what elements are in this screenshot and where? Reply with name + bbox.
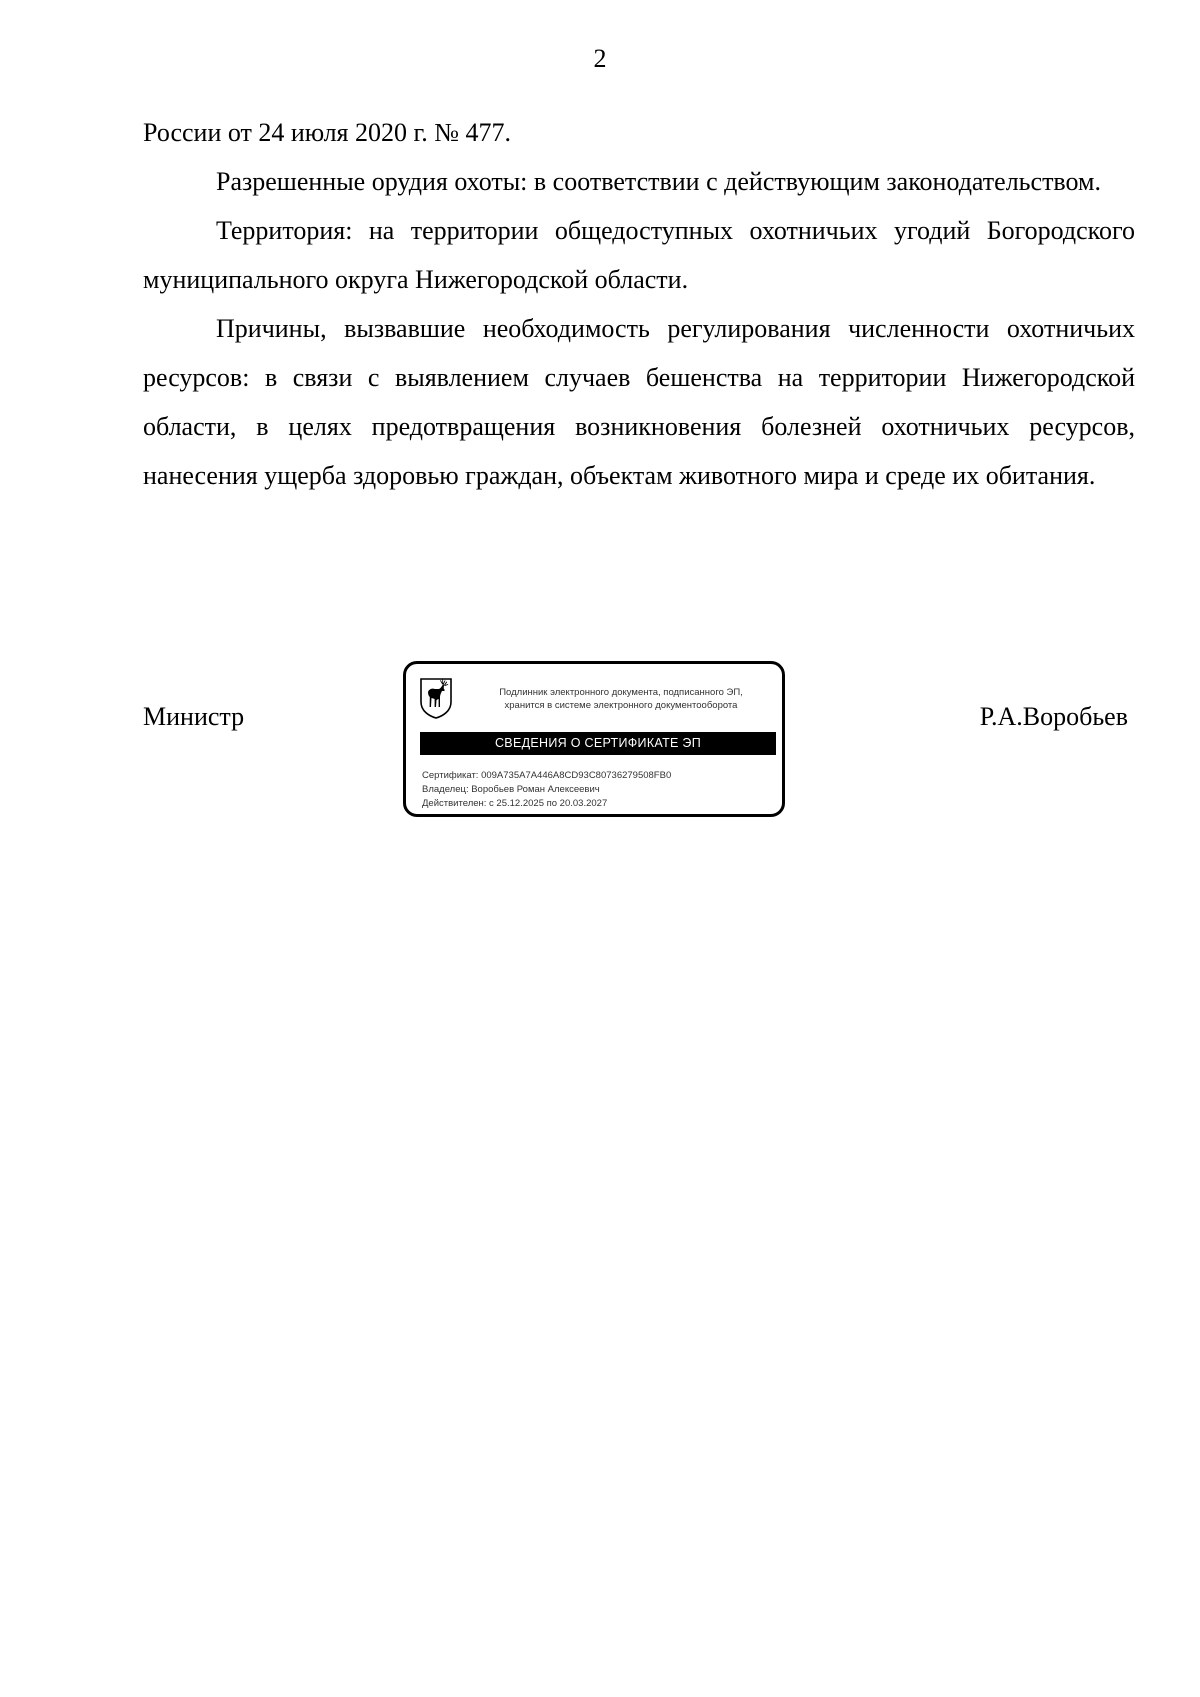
paragraph-reasons: Причины, вызвавшие необходимость регулирования численности охотничьих ресурсов: в связи с выявлением случаев бешенства на территории Нижегородской области, в целях предотвращения возникновения болезней охотничьих ресурсов, нанесения ущерба здоровью граждан, объектам животного мира и среде их обитания. bbox=[143, 314, 1135, 490]
document-body bbox=[143, 108, 1135, 500]
stamp-header: СВЕДЕНИЯ О СЕРТИФИКАТЕ ЭП bbox=[420, 732, 776, 755]
certificate-owner: Владелец: Воробьев Роман Алексеевич bbox=[422, 784, 600, 795]
signer-title: Министр bbox=[143, 702, 245, 731]
certificate-number: Сертификат: 009A735A7A446A8CD93C80736279508FB0 bbox=[422, 770, 672, 781]
stamp-details bbox=[422, 769, 778, 811]
paragraph-territory: Территория: на территории общедоступных охотничьих угодий Богородского муниципального округа Нижегородской области. bbox=[143, 216, 1135, 294]
page-number: 2 bbox=[593, 44, 607, 73]
stamp-notice-line: хранится в системе электронного документооборота bbox=[504, 700, 738, 711]
stamp-notice-line: Подлинник электронного документа, подписанного ЭП, bbox=[499, 687, 743, 698]
electronic-signature-stamp bbox=[403, 661, 785, 817]
deer-emblem-icon bbox=[418, 676, 454, 720]
certificate-validity: Действителен: с 25.12.2025 по 20.03.2027 bbox=[422, 798, 608, 809]
signer-name: Р.А.Воробьев bbox=[979, 702, 1128, 731]
paragraph-order-reference: России от 24 июля 2020 г. № 477. bbox=[143, 118, 512, 147]
stamp-notice bbox=[462, 686, 780, 712]
paragraph-hunting-tools: Разрешенные орудия охоты: в соответствии с действующим законодательством. bbox=[216, 167, 1101, 196]
